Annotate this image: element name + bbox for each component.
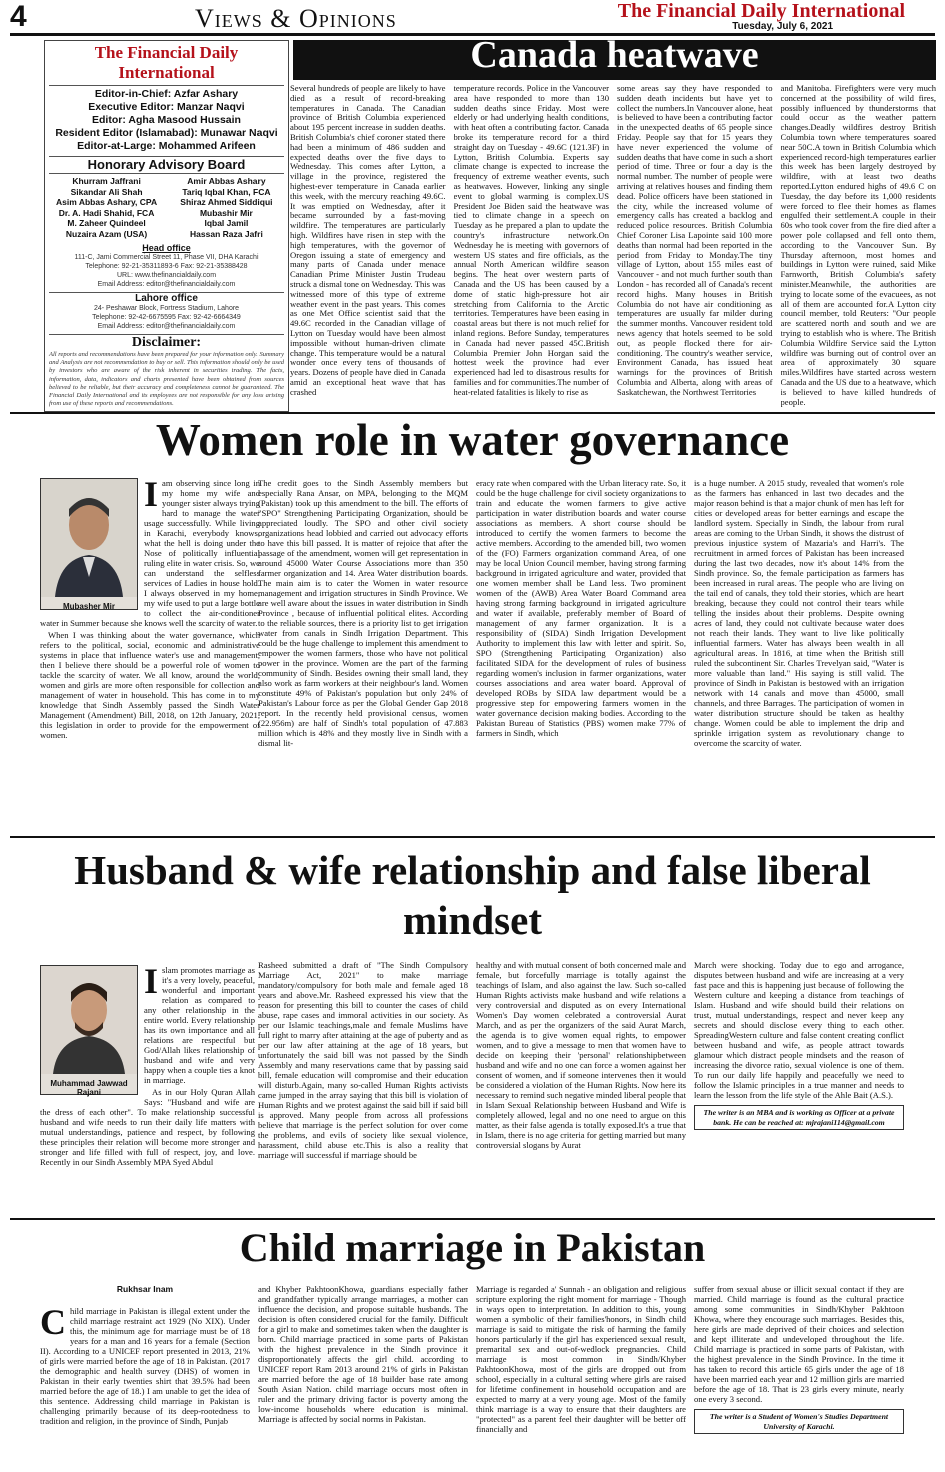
section-title: Views & Opinions	[195, 4, 397, 33]
article-text: am observing since long in my home my wife and younger sister always trying hard to manage the water usage successfully. While living in Karachi, everybody knows, what the hell is doing under the Nose of politically influential ruling elite in water crisis. So, we can understand the selfless services of Ladies in house hold. I always observed in my home, my wife used to put a large bottle to collect the air-conditioner water in Summer because she knows well the scarcity of water.	[40, 478, 260, 628]
address-line: Telephone: 92-21-35311893-6 Fax: 92-21-35388428	[85, 263, 248, 270]
child-article-column-1	[40, 1284, 250, 1469]
head-office-label: Head office	[142, 243, 191, 253]
author-name: Muhammad Jawwad Rajani	[50, 1079, 128, 1097]
section-divider	[10, 1218, 935, 1220]
editor-line: Editor: Agha Masood Hussain	[92, 114, 241, 126]
advisory-board-title: Honorary Advisory Board	[49, 156, 284, 174]
board-member: Hassan Raza Jafri	[190, 228, 263, 239]
address-line: 24- Peshawar Block, Fortress Stadium, Lahore	[93, 305, 240, 312]
canada-heatwave-body	[290, 84, 936, 410]
article-text: slam promotes marriage as it's a very lovely, peaceful, wonderful and important relation as compared to any other relationship in the entire world. Every relationship has its own importance and all relations are respectful but God/Allah likes relationship of husband and wife and very happy when a couple ties a knot in marriage.	[144, 965, 255, 1085]
article-text: temperature records. Police in the Vancouver area have responded to more than 130 sudden deaths since Friday. Most were elderly or had underlying health conditions, with heat often a contributing factor. Canada broke its temperature record for a third straight day on Tuesday - 49.6C (121.3F) in Lytton, British Columbia. Experts say climate change is expected to increase the frequency of extreme weather events, such as heatwaves. However, linking any single event to global warming is complex.US President Joe Biden said the heatwave was tied to climate change in a speech on Tuesday as he prepared a plan to update the country's infrastructure network.On Wednesday he is meeting with governors of western US states and fire officials, as the annual North American wildfire season begins. The heat over western parts of Canada and the US has been caused by a dome of static high-pressure hot air stretching from California to the Arctic territories. Temperatures have been easing in coastal areas but there is not much relief for inland regions. Before Sunday, temperatures in Canada had never passed 45C.British Columbia Premier John Horgan said the hottest week the province had ever experienced had led to disastrous results for families and for communities.The number of heat-related fatalities is likely to rise as	[453, 84, 609, 397]
child-marriage-headline: Child marriage in Pakistan	[239, 1225, 706, 1270]
author-byline: Rukhsar Inam	[116, 1284, 174, 1294]
child-article-column-2: and Khyber PakhtoonKhowa, guardians especially father and grandfather typically arrange marriages, a mother can influence the decision, and propose suitable husbands. The decision is often considered crucial for the family. Difficult for a girl to make and sometimes taken when the daughter is born. Child marriage practiced in some parts of Pakistan with the highest prevalence in the Sindh province it disproportionately affects the girl child. according to UNICEF report Ram 2013 around 21% of girls in Pakistan are married before the age of 18 builder base rate among South Asian Nation. child marriage occurs most often in ruler and the primary driving factor is poverty among the low-income households where education is minimal. Marriage is affected by social norms in Pakistan.	[258, 1284, 468, 1424]
address-line: 111-C, Jami Commercial Street 11, Phase VII, DHA Karachi	[74, 254, 259, 261]
page-number: 4	[10, 0, 27, 33]
article-text-block	[40, 1302, 250, 1426]
editor-line: Resident Editor (Islamabad): Munawar Naqvi	[55, 127, 278, 139]
husband-wife-headline: Husband & wife relationship and false liberal mindset	[74, 847, 871, 943]
drop-cap: I	[144, 961, 159, 1001]
board-member: Sikandar Ali Shah	[70, 186, 143, 197]
head-office-address	[49, 253, 284, 289]
disclaimer-text: All reports and recommendations have been prepared for your information only. Summary and Analysis are not recommendation to buy or sell. This information should only be used by investors who are aware of the risk inherent in securities trading. The facts, information, data, indicators and charts presented have been obtained from sources believed to be reliable, but their accuracy and completeness cannot be guaranteed. The Financial Daily International and its employees are not responsible for any loss arising from use of these reports and recommendations.	[49, 351, 284, 408]
editor-line: Editor-in-Chief: Azfar Ashary	[94, 88, 239, 100]
article-text: When I was thinking about the water governance, which refers to the political, social, economic and administrative systems in place that influence water's use and management, then I believe there should be a powerful role of women to tackle the scarcity of water. We all know, around the world, women and girls are more often responsible for collection and management of water in household. This has come in to my knowledge that Sindh Assembly passed the Sindh Water Management (Amendment) Bill, 2018, on 12th January, 2021, this legislation in order to provide for the empowerment of women.	[40, 630, 260, 740]
masthead-box	[44, 40, 289, 412]
board-member: Nuzaira Azam (USA)	[65, 228, 148, 239]
board-member: Mubashir Mir	[199, 207, 253, 218]
board-member: Shiraz Ahmed Siddiqui	[180, 197, 273, 207]
disclaimer-title: Disclaimer:	[49, 334, 284, 351]
board-member: Iqbal Jamil	[204, 218, 249, 228]
author-name: Mubasher Mir	[62, 602, 115, 611]
newspaper-brand: The Financial Daily International	[617, 0, 905, 22]
lahore-office-address	[49, 304, 284, 331]
board-member: Amir Abbas Ashary	[187, 176, 266, 186]
husband-article-column-4	[694, 960, 904, 1215]
lahore-office-label: Lahore office	[49, 292, 284, 304]
drop-cap: C	[40, 1302, 66, 1342]
advisory-board-members	[49, 176, 284, 239]
women-article-column-4: is a huge number. A 2015 study, revealed that women's role as the farmers has enhanced in last two decades and the major reason behind is that a major chunk of men has left for cities or developed areas for better earnings and escape the landlord system. Specially in Sindh, the labour from rural areas are coming to the Urban Sindh, it shows the distrust of previous injustice system of Mazaria's and Harri's. The recruitment in armed forces of Pakistan has been increased during the last two decades, now it's about 14% from the Sindh province. So, the female participation as farmers has been increased in rural areas. The people who are living on the tail end of canals, they told their stories, which are heart breaking, because they could not control their tears while telling the insides about their problems. Despite owning acres of land, they could not cultivate because water does not reach their lands. They want to live like politically influential farmers. Water has always been wealth in all agricultural areas. In 1816, at time when the British still ruled the subcontinent Sir. Charles Trevelyan said, "Water is more valuable than land." His saying is still valid. The province of Sindh in Pakistan is bestowed with an irrigation network with 14 canals and move than 45000, small channels, and three Barrages. The participation of women in water distribution structure should be taken as healthy change. Women could be able to implement the drip and sprinkle irrigation system as revolutionary change to overcome the scarcity of water.	[694, 478, 904, 748]
article-text: suffer from sexual abuse or illicit sexual contact if they are married. Child marriage is found as the cultural practice among some communities in Sindh/Khyber Pakhtoon Khowa, where they encourage such marriages. Besides this, here girls are made deprived of their choices and selection and kept illiterate and undeveloped throughout the life. Child marriage is practiced in some parts of Pakistan, with the highest prevalence in the Sindh Province. In the time it has taken to record this article 65 girls under the age of 18 have been married each year and 12 million girls are married before the age of 18. That is 23 girls every minute, nearly one every 3 second.	[694, 1284, 904, 1404]
article-text: and Manitoba. Firefighters were very much concerned at the possibility of wild fires, possibly influenced by thunderstorms that could occur as the weather pattern changes.Deadly wildfires destroy British Columbia town where temperatures soared near 50C.A town in British Columbia which experienced record-high temperatures earlier this week has been largely destroyed by wildfire, with at least two deaths reported.Lytton endured highs of 49.6 C on Tuesday, the day before its 1,000 residents were forced to flee their homes as flames engulfed their settlement.A couple in their 60s who took cover from the fire died after a power pole collapsed and fell onto them, according to the Vancouver Sun. By Thursday afternoon, most homes and buildings in Lytton were ruined, said Mike Farnworth, British Columbia's safety minister.Meanwhile, the authorities are trying to locate some of the evacuees, as not all of them are accounted for.A Lytton city council member, told Reuters: "Our people are scattered north and south and we are trying to establish who is where. The British Columbia Wildfire Service said the Lytton wildfire was burning out of control over an area of approximately 30 square miles.Wildfires have started across western Canada and the US due to a heatwave, which is believed to have killed hundreds of people.	[780, 84, 936, 407]
address-line: Email Address: editor@thefinancialdaily.com	[97, 323, 236, 330]
article-column	[781, 84, 937, 410]
board-member: Dr. A. Hadi Shahid, FCA	[58, 207, 155, 218]
divider	[49, 85, 284, 86]
child-article-column-3: Marriage is regarded a' Sunnah - an obligation and religious scripture exploring the right moment for marriage - Though in ways open to interpretation. In addition to this, young women a symbolic of their families'honors, in Sindh child marriage is said to mitigate the risk of harming the family honors particularly if the girl has experienced sexual result, premarital sex and out-of-wedlock pregnancies. Child marriage is most common in Sindh/Khyber PakhtoonKhowa, most of the girls are dropped out from school, especially in a cultural setting where girls are raised for lifetime confinement in household occupation and are expected to marry at a very young age. Most of the family think marriage is a way to ensure that their daughters are "protected" as a parent feel their daughter will be better off financially and	[476, 1284, 686, 1434]
board-member: M. Zaheer Quindeel	[67, 218, 146, 228]
article-text: Several hundreds of people are likely to have died as a result of record-breaking temperatures in Canada. The Canadian province of British Columbia experienced about 195 percent increase in sudden deaths. British Columbia's chief coroner stated there had been a minimum of 486 sudden and expected deaths over the five days to Wednesday. This comes after Lytton, a village in the province, registered the highest-ever temperature in Canada earlier this week, with the mercury reaching 49.6C. It was emptied on Wednesday, after it became surrounded by a fast-moving wildfire. The temperatures are particularly high. Wildfires have risen in step with the high temperatures, with the governor of Oregon issuing a state of emergency and many parts of Canada under menace Canadian Prime Minister Justin Trudeau struck a dismal tone on Wednesday. This was witnessed more of this type of extreme weather event in the past years. This comes as one Met Office scientist said that the 49.6C recorded in the Canadian village of Lytton on Tuesday would have been almost impossible without human-driven climate change. This temperature would be a natural wonder once every tens of thousands of years. Dozens of people have died in Canada amid an exceptional heat wave that has crashed	[290, 84, 446, 397]
advisory-board-column-left	[49, 176, 164, 239]
child-article-column-4	[694, 1284, 904, 1469]
article-text: some areas say they have responded to sudden death incidents but have yet to collect the numbers.In Vancouver alone, heat is believed to have been a contributing factor in the unexpected deaths of 65 people since Friday. People say that for 15 years they have never experienced the volume of sudden deaths that have come in such a short period of time. Three or four a day is the normal number. The number of people were arriving at relatives houses and finding them dead. Police officers have been stationed in the city, while the increased volume of emergency calls has created a backlog and reduced police resources. British Columbia Chief Coroner Lisa Lapointe said 100 more deaths than normal had been reported in the period from Friday to Monday.The tiny village of Lytton, about 155 miles east of Vancouver - and not much further south than London - has recorded all of Canada's recent record highs. Many houses in British Columbia do not have air conditioning as temperatures are usually far milder during the summer months. Vancouver resident told news agency that hotels seemed to be sold out, as people flocked there for air-conditioning. The country's weather service, Environment Canada, has issued heat warnings for the provinces of British Columbia and Alberta, along with areas of Saskatchewan, the Northwest Territories	[617, 84, 773, 397]
author-portrait-icon	[41, 479, 137, 597]
canada-heatwave-headline: Canada heatwave	[470, 34, 759, 76]
article-column	[454, 84, 610, 410]
address-line: Telephone: 92-42-6675595 Fax: 92-42-6664349	[92, 314, 241, 321]
address-line: URL: www.thefinancialdaily.com	[116, 272, 217, 279]
women-article-column-3: eracy rate when compared with the Urban literacy rate. So, it could be the huge challenge for civil society organizations to train and educate the women farmers to give active participation in water distribution boards and water course associations as members. A short course should be introduced to certify the women farmers to become the active members. According to the amended bill, two women of the (FO) Farmers organization command Area, of one may be local Union Council member, having strong farming background in irrigated agriculture and water, provided that one women member shall be Land less. Two prominent women of the (AWB) Area Water Board Command area having strong farming background in irrigated agriculture and water if available, preferably member of Board of management of any farmer organization. It is a responsibility of (SIDA) Sindh Irrigation Development Authority to implement this law with letter and spirit. So, SPO (Strengthening Participating Organization) also facilitated SIDA for the development of rules of business regarding women's inclusion in farmer organizations, water courses associations and area water board. Approval of developed ROBs by SIDA law department would be a progressive step for empowering farmers women in the water governance decision making bodies. According to the Pakistan Bureau of Statistics (PBS) women make 77% of farmers in Sindh, which	[476, 478, 686, 738]
author-photo	[40, 478, 138, 610]
women-article-column-2: The credit goes to the Sindh Assembly members but especially Rana Ansar, on MPA, belonging to the MQM (Pakistan) took up this amendment to the bill. The efforts of "SPO" Strengthening Participating Organization, should be appreciated loudly. The SPO and other civil society organizations head lobbied and carried out advocacy efforts to have this bill passed. It is matter of rejoice that after the passage of the amendment, women will get representation in around 45000 Water Course Associations more than 350 farmer organization and 14. Area Water distribution boards. The main aim is to cater the Women in water resource management and irrigation structures in Sindh Province. We are well aware about the issues in water distribution in Sindh Province , because of influential political elites. According to the reliable sources, there is a priority list to get irrigation water from canals in Sindh Irrigation Department. This could be the huge challenge to implement this amendment to empower the women farmers, those who have not political power in the province. Women are the part of the farming community of Sindh. Besides owning their small land, they also work as farm workers at their neighbour's land. Women constitute 49% of Pakistan's population but only 24% of Pakistan's Labour force as per the Global Gender Gap 2018 report. In the recently held provisional census, women (22.956m) are half of Sindh's total population of 47.883 million which is 48% and they mostly live in Sindh with a dismal lit-	[258, 478, 468, 748]
author-photo	[40, 965, 138, 1095]
board-member: Khurram Jaffrani	[72, 176, 141, 186]
women-article-column-1	[40, 474, 260, 828]
board-member: Asim Abbas Ashary, CPA	[56, 197, 158, 207]
address-line: Email Address: editor@thefinancialdaily.com	[97, 281, 236, 288]
masthead-brand: The Financial Daily International	[94, 43, 239, 82]
editors-list	[49, 88, 284, 153]
husband-article-column-2: Rasheed submitted a draft of "The Sindh Compulsory Marriage Act, 2021" to make marriage mandatory/compulsory for both male and female aged 18 years and above.Mr. Rasheed expressed his view that the reason for presenting this bill to counter the cases of child abuse, rape cases and immoral activities in our society. As per our Islamic teachings,male and female Muslims have full right to marry after attaining at the age of puberty and as per our law after attaining at the age of 18 years, but unfortunately the said bill was not passed by the Sindh Assembly and many reservations came that by passing said bill, female education will compromise and their education will disturb.Again, many so-called Human Rights activists came jumped in the array saying that this bill is violation of Human Rights and we protest against the said bill if said bill is approved. Many people from across all professions believe that marriage is the perfect solution for over come the problems, and evils of society like sexual violence, harassment, child abuse etc.This is also a reality that marriage will successful if marriage should be	[258, 960, 468, 1160]
author-portrait-icon	[41, 966, 137, 1074]
editor-line: Editor-at-Large: Mohammed Arifeen	[77, 140, 256, 152]
section-divider	[10, 836, 935, 838]
article-text: As in our Holy Quran Allah Says: "Husband and wife are the dress of each other". To make relationship successful husband and wife needs to run their daily life matters with mutual understandings, patience and respect, by following these principles their relation will become more stronger and stronger and life filled with full of respect, joy, and love. Recently in our Sindh Assembly MPA Syed Abdul	[40, 1087, 255, 1167]
author-note: The writer is a Student of Women's Studies Department University of Karachi.	[694, 1409, 904, 1434]
author-note: The writer is an MBA and is working as Officer at a private bank. He can be reached at: mjrajani114@gmail.com	[694, 1105, 904, 1130]
issue-date: Tuesday, July 6, 2021	[732, 21, 833, 32]
article-column	[617, 84, 773, 410]
article-text: hild marriage in Pakistan is illegal extent under the child marriage restraint act 1929 (No XIX). Under this, the minimum age for marriage must be of 18 years for a man and 16 years for a female (Section II). According to a UNICEF report presented in 2013, 21% of girls were married before the age of 18 in Pakistan. (2017 the demographic and health survey (DHS) of women in Pakistan in their early twenties shirt that 39.5% had been married before the age of 18.) I am unable to get the idea of this sentence. Addressing child marriage in Pakistan is challenging primarily because of its deep-rootedness to tradition and religion, in the province of Sindh, Punjab	[40, 1306, 250, 1426]
women-water-headline: Women role in water governance	[155, 415, 790, 465]
advisory-board-column-right	[169, 176, 284, 239]
drop-cap: I	[144, 474, 159, 514]
husband-article-column-3: healthy and with mutual consent of both concerned male and female, but forcefully marriage is totally against the teachings of Islam, and also against the law. Such so-called Human Rights activists make husband and wife relations a very controversial and disputed as on every International Women's Day women celebrated a controversial Aurat March, and as per the organizers of the said Aurat March, the agenda is to give women equal rights, to empower women, and to give a message to men that women have to decide on keeping their 'personal' relationshipbetween husband and wife and no one can force a women against her consent of women, and if someone intervenes then it would be considered a violation of the Human Rights. Now here its necessary to remind such negative minded liberal people that in Islam Sexual Relationship between Husband and Wife is completely allowed, legal and no one need to argue on this matter, as their false agenda is totally exposed.It's a true that in Islam, there is no age criteria for getting married but many controversial slogans by Aurat	[476, 960, 686, 1150]
board-member: Tariq Iqbal Khan, FCA	[182, 186, 271, 197]
article-text: March were shocking. Today due to ego and arrogance, disputes between husband and wife are increasing at a very fast pace and this is happening just because of following the Western culture and keeping a distance from teachings of Islam. Husband and wife should build their relations on trust, mutual understandings, respect and never keep any secrets and should disclose every thing to each other. SpreadingWestern culture and false content creating conflict between husband and wife, as people attract towards glamour which distract people mindsets and the reason of increasing the divorce ratio, sexual violence is one of them. To run our daily life happily and peacefully we need to follow the Islamic principles in a true manner and needs to learn the lesson from the life style of the Ahle Bait (A.S.).	[694, 960, 904, 1100]
article-column	[290, 84, 446, 410]
husband-article-column-1	[40, 961, 255, 1215]
editor-line: Executive Editor: Manzar Naqvi	[88, 101, 245, 113]
